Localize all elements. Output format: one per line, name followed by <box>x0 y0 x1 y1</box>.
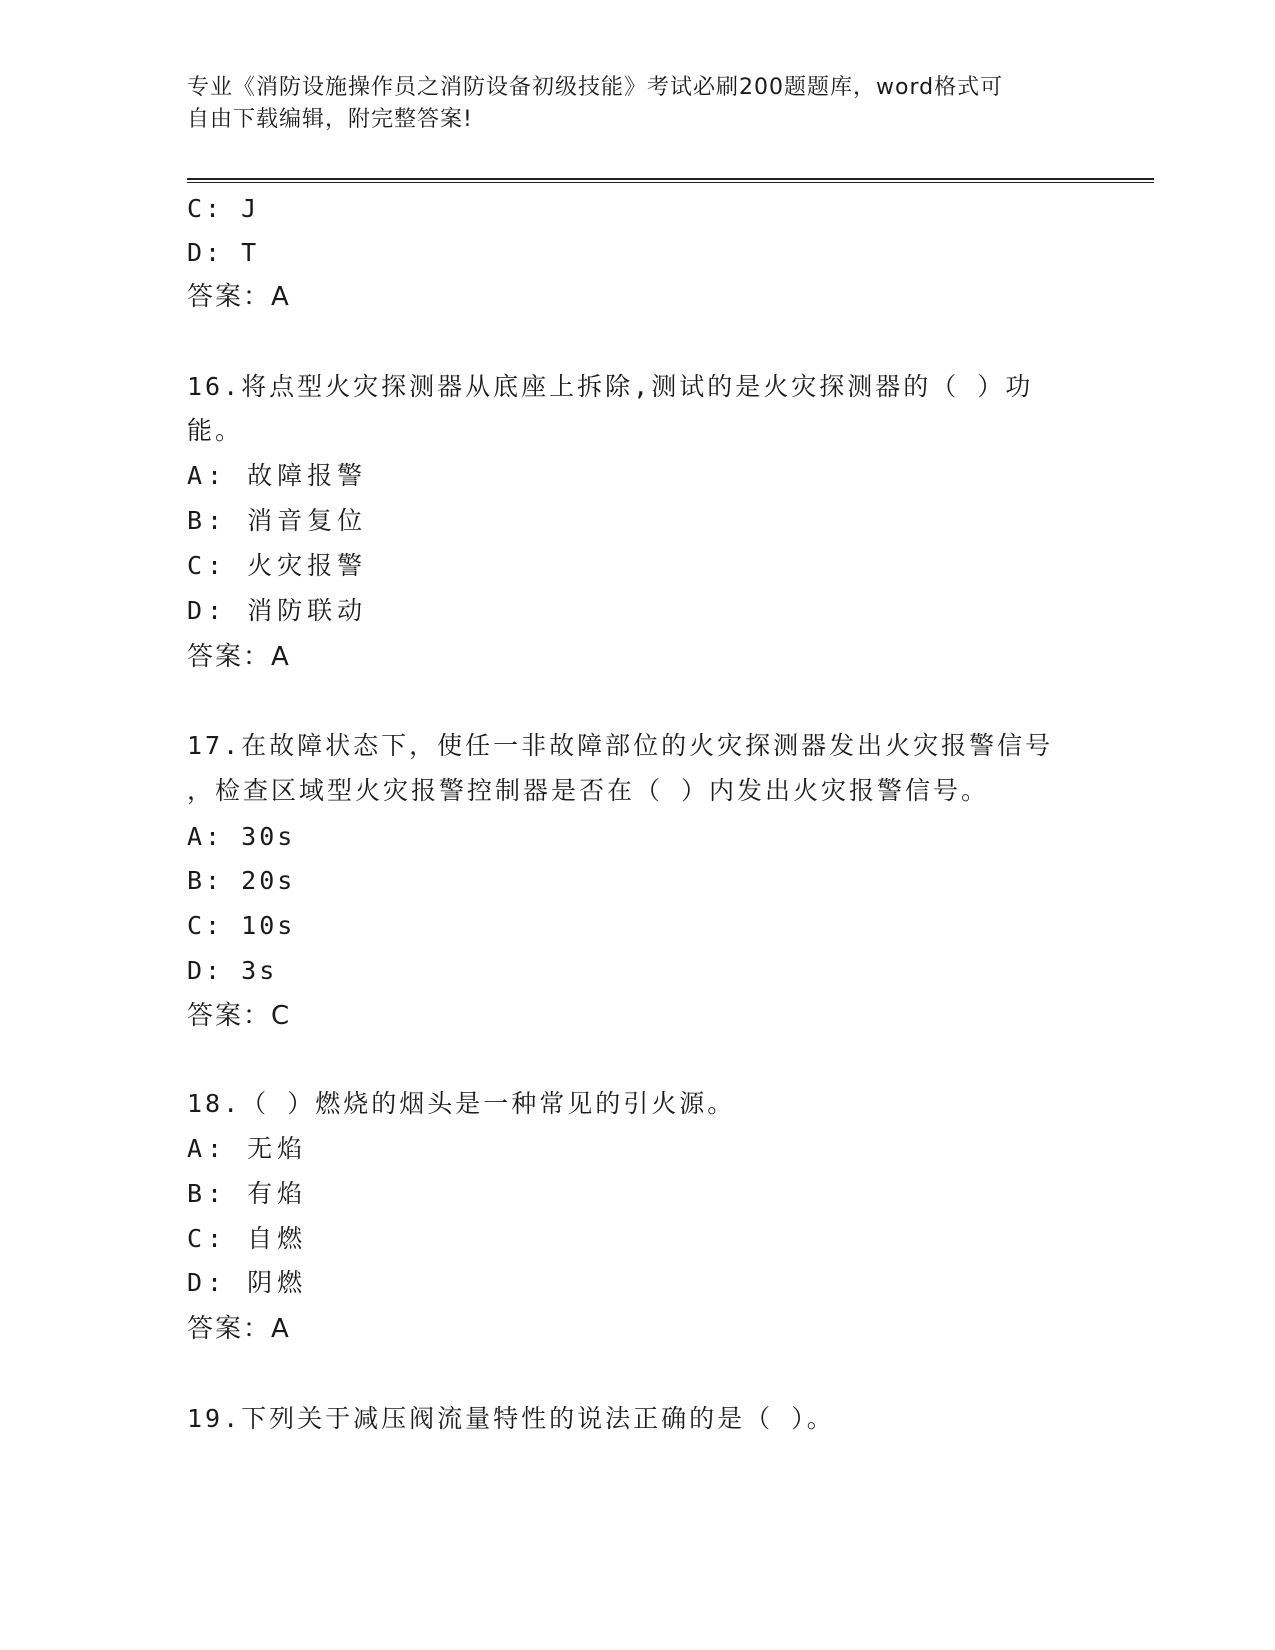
q15-option-c: C: J <box>187 194 260 223</box>
header-title-line-2: 自由下载编辑，附完整答案! <box>187 107 473 132</box>
q18-option-c: C: 自燃 <box>187 1224 308 1253</box>
q17-answer: 答案：C <box>187 1001 292 1031</box>
q19-stem-line-1: 19.下列关于减压阀流量特性的说法正确的是（ ）。 <box>187 1404 835 1433</box>
q18-option-d: D: 阴燃 <box>187 1268 308 1297</box>
header-title-line-1: 专业《消防设施操作员之消防设备初级技能》考试必刷200题题库，word格式可 <box>187 75 1004 100</box>
q18-answer: 答案：A <box>187 1314 291 1344</box>
q16-option-a: A: 故障报警 <box>187 461 368 490</box>
q16-stem-line-1: 16.将点型火灾探测器从底座上拆除,测试的是火灾探测器的（ ）功 <box>187 372 1034 401</box>
q16-option-b: B: 消音复位 <box>187 506 368 535</box>
q17-option-b: B: 20s <box>187 866 296 895</box>
q18-stem-line-1: 18.（ ）燃烧的烟头是一种常见的引火源。 <box>187 1089 736 1118</box>
q17-option-d: D: 3s <box>187 956 278 985</box>
q18-option-a: A: 无焰 <box>187 1134 308 1163</box>
q15-option-d: D: T <box>187 238 260 267</box>
q16-stem-line-2: 能。 <box>187 416 244 445</box>
q15-answer: 答案：A <box>187 282 291 312</box>
q17-option-c: C: 10s <box>187 911 296 940</box>
q18-option-b: B: 有焰 <box>187 1179 308 1208</box>
q17-option-a: A: 30s <box>187 822 296 851</box>
q17-stem-line-2: ，检查区域型火灾报警控制器是否在（ ）内发出火灾报警信号。 <box>187 776 990 805</box>
header-divider <box>187 178 1154 183</box>
q17-stem-line-1: 17.在故障状态下，使任一非故障部位的火灾探测器发出火灾报警信号 <box>187 731 1054 760</box>
q16-answer: 答案：A <box>187 642 291 672</box>
q16-option-d: D: 消防联动 <box>187 596 368 625</box>
q16-option-c: C: 火灾报警 <box>187 551 368 580</box>
document-header <box>187 72 1067 136</box>
